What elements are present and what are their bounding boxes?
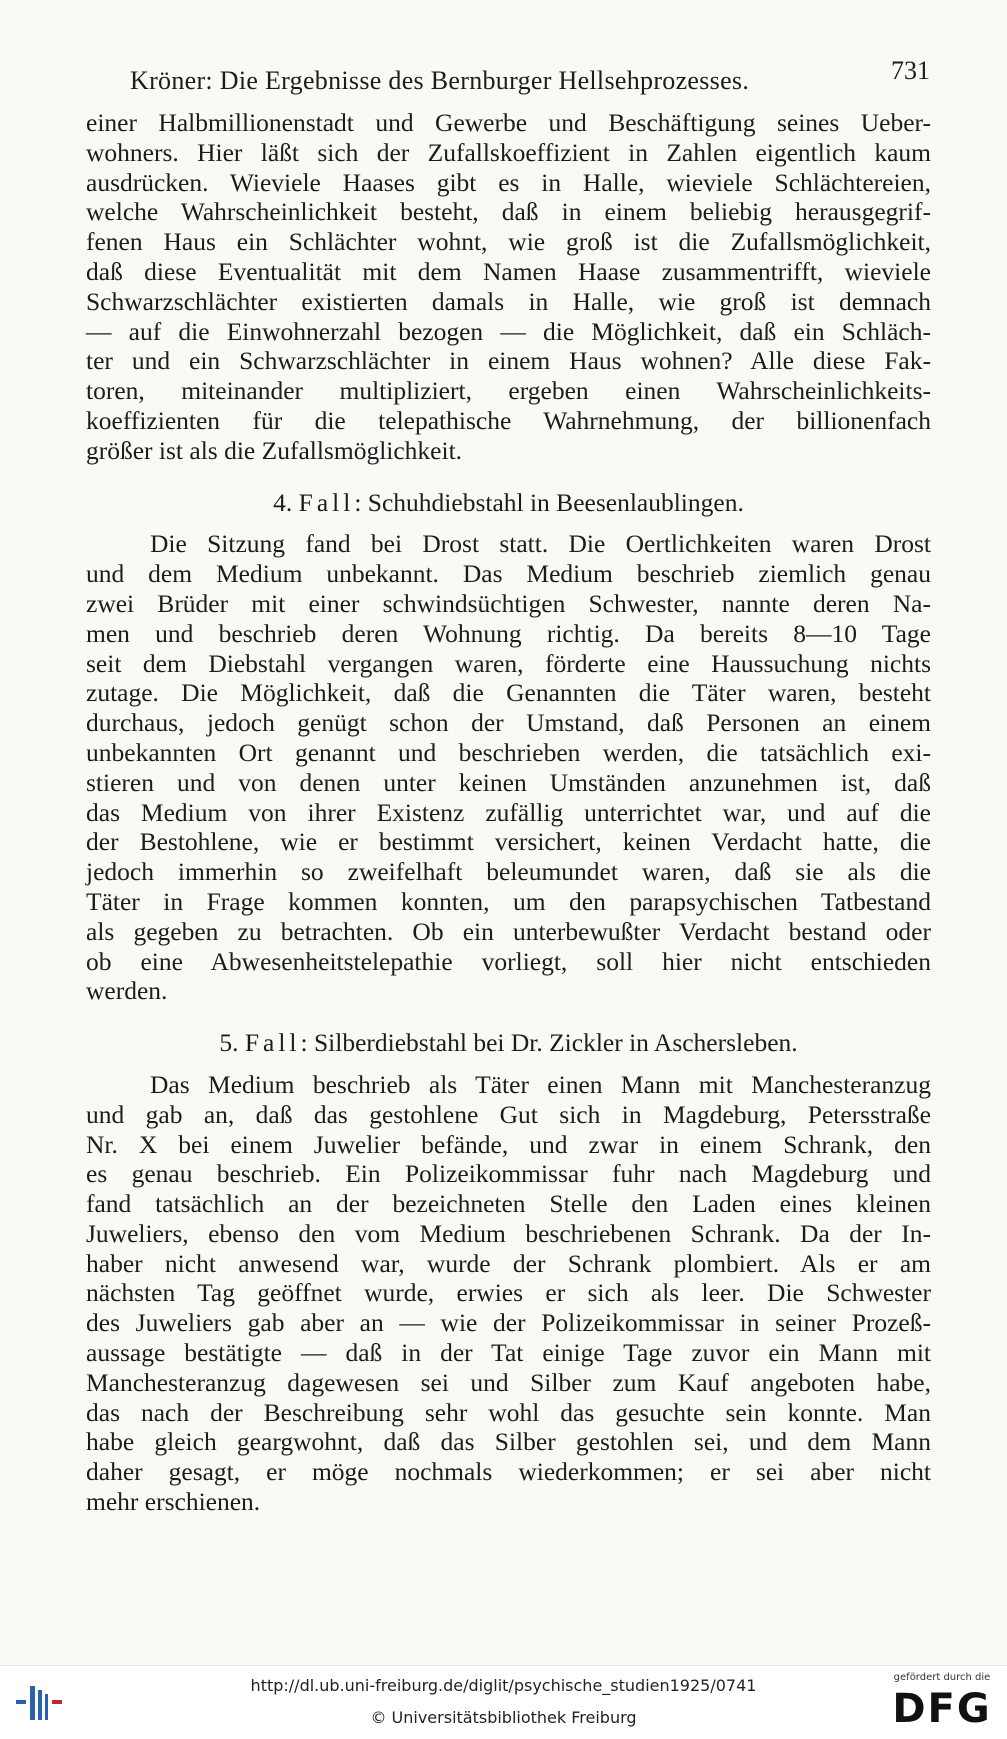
document-url[interactable]: http://dl.ub.uni-freiburg.de/diglit/psychische_studien1925/0741 bbox=[250, 1676, 757, 1695]
page-number: 731 bbox=[891, 56, 930, 85]
text-line: seit dem Diebstahl vergangen waren, förderte eine Haussuchung nichts bbox=[86, 648, 931, 678]
text-line: mehr erschienen. bbox=[86, 1487, 261, 1517]
case-5-heading bbox=[86, 1006, 931, 1070]
text-line: zwei Brüder mit einer schwindsüchtigen Schwester, nannte deren Na- bbox=[86, 588, 931, 618]
text-line: aussage bestätigte — daß in der Tat einige Tage zuvor ein Mann mit bbox=[86, 1338, 931, 1368]
page-header bbox=[130, 52, 930, 95]
text-line: toren, miteinander multipliziert, ergeben einen Wahrscheinlichkeits- bbox=[86, 376, 931, 406]
text-line: es genau beschrieb. Ein Polizeikommissar fuhr nach Magdeburg und bbox=[86, 1159, 931, 1189]
text-line: jedoch immerhin so zweifelhaft beleumundet waren, daß sie als die bbox=[86, 857, 931, 887]
case-4-number: 4. bbox=[273, 487, 293, 517]
text-line: des Juweliers gab aber an — wie der Polizeikommissar in seiner Prozeß- bbox=[86, 1308, 931, 1338]
text-line: ob eine Abwesenheitstelepathie vorliegt, soll hier nicht entschieden bbox=[86, 946, 931, 976]
text-line: wohners. Hier läßt sich der Zufallskoeffizient in Zahlen eigentlich kaum bbox=[86, 137, 931, 167]
text-line: der Bestohlene, wie er bestimmt versichert, keinen Verdacht hatte, die bbox=[86, 827, 931, 857]
body-text bbox=[86, 108, 931, 1517]
text-line: daß diese Eventualität mit dem Namen Haase zusammentrifft, wieviele bbox=[86, 256, 931, 286]
text-line: nächsten Tag geöffnet wurde, erwies er sich als leer. Die Schwester bbox=[86, 1278, 931, 1308]
text-line: zutage. Die Möglichkeit, daß die Genannten die Täter waren, besteht bbox=[86, 678, 931, 708]
text-line: durchaus, jedoch genügt schon der Umstand, daß Personen an einem bbox=[86, 708, 931, 738]
dfg-logo bbox=[887, 1672, 997, 1734]
text-line: einer Halbmillionenstadt und Gewerbe und Beschäftigung seines Ueber- bbox=[86, 108, 931, 137]
text-line: werden. bbox=[86, 976, 168, 1006]
case-4-word: Fall bbox=[298, 487, 355, 517]
case-4-title: : Schuhdiebstahl in Beesenlaublingen. bbox=[354, 487, 744, 517]
case-4-paragraph bbox=[86, 529, 931, 1006]
case-5-paragraph bbox=[86, 1070, 931, 1517]
text-line: unbekannten Ort genannt und beschrieben werden, die tatsächlich exi- bbox=[86, 737, 931, 767]
text-line: stieren und von denen unter keinen Umständen anzunehmen ist, daß bbox=[86, 767, 931, 797]
paragraph-1 bbox=[86, 108, 931, 466]
text-line: das nach der Beschreibung sehr wohl das gesuchte sein konnte. Man bbox=[86, 1397, 931, 1427]
text-line: haber nicht anwesend war, wurde der Schrank plombiert. Als er am bbox=[86, 1248, 931, 1278]
text-line: fenen Haus ein Schlächter wohnt, wie groß ist die Zufallsmöglichkeit, bbox=[86, 227, 931, 257]
running-title: Kröner: Die Ergebnisse des Bernburger Hellsehprozesses. bbox=[130, 66, 750, 95]
text-line: fand tatsächlich an der bezeichneten Stelle den Laden eines kleinen bbox=[86, 1189, 931, 1219]
copyright-notice: © Universitätsbibliothek Freiburg bbox=[370, 1708, 637, 1727]
dfg-logo-text: DFG bbox=[892, 1686, 992, 1732]
text-line: größer ist als die Zufallsmöglichkeit. bbox=[86, 435, 463, 465]
dfg-funding-note: gefördert durch die bbox=[893, 1672, 991, 1683]
case-5-word: Fall bbox=[244, 1028, 301, 1058]
text-line: Juweliers, ebenso den vom Medium beschriebenen Schrank. Da der In- bbox=[86, 1218, 931, 1248]
text-line: habe gleich geargwohnt, daß das Silber gestohlen sei, und dem Mann bbox=[86, 1427, 931, 1457]
text-line: Manchesteranzug dagewesen sei und Silber zum Kauf angeboten habe, bbox=[86, 1367, 931, 1397]
footer-bar bbox=[0, 1665, 1007, 1739]
text-line: Nr. X bei einem Juwelier befände, und zwar in einem Schrank, den bbox=[86, 1129, 931, 1159]
text-line: Täter in Frage kommen konnten, um den parapsychischen Tatbestand bbox=[86, 886, 931, 916]
case-5-number: 5. bbox=[219, 1028, 239, 1058]
case-4-heading bbox=[86, 466, 931, 530]
text-line: koeffizienten für die telepathische Wahrnehmung, der billionenfach bbox=[86, 405, 931, 435]
case-5-title: : Silberdiebstahl bei Dr. Zickler in Aschersleben. bbox=[300, 1028, 798, 1058]
text-line: Die Sitzung fand bei Drost statt. Die Oertlichkeiten waren Drost bbox=[150, 529, 931, 559]
text-line: und gab an, daß das gestohlene Gut sich in Magdeburg, Petersstraße bbox=[86, 1099, 931, 1129]
text-line: ausdrücken. Wieviele Haases gibt es in Halle, wieviele Schlächtereien, bbox=[86, 167, 931, 197]
text-line: men und beschrieb deren Wohnung richtig. Da bereits 8—10 Tage bbox=[86, 618, 931, 648]
text-line: daher gesagt, er möge nochmals wiederkommen; er sei aber nicht bbox=[86, 1457, 931, 1487]
text-line: — auf die Einwohnerzahl bezogen — die Möglichkeit, daß ein Schläch- bbox=[86, 316, 931, 346]
text-line: welche Wahrscheinlichkeit besteht, daß in einem beliebig herausgegrif- bbox=[86, 197, 931, 227]
text-line: das Medium von ihrer Existenz zufällig unterrichtet war, und auf die bbox=[86, 797, 931, 827]
text-line: Schwarzschlächter existierten damals in Halle, wie groß ist demnach bbox=[86, 286, 931, 316]
text-line: Das Medium beschrieb als Täter einen Mann mit Manchesteranzug bbox=[150, 1069, 931, 1099]
text-line: als gegeben zu betrachten. Ob ein unterbewußter Verdacht bestand oder bbox=[86, 916, 931, 946]
text-line: ter und ein Schwarzschlächter in einem Haus wohnen? Alle diese Fak- bbox=[86, 346, 931, 376]
text-line: und dem Medium unbekannt. Das Medium beschrieb ziemlich genau bbox=[86, 559, 931, 589]
